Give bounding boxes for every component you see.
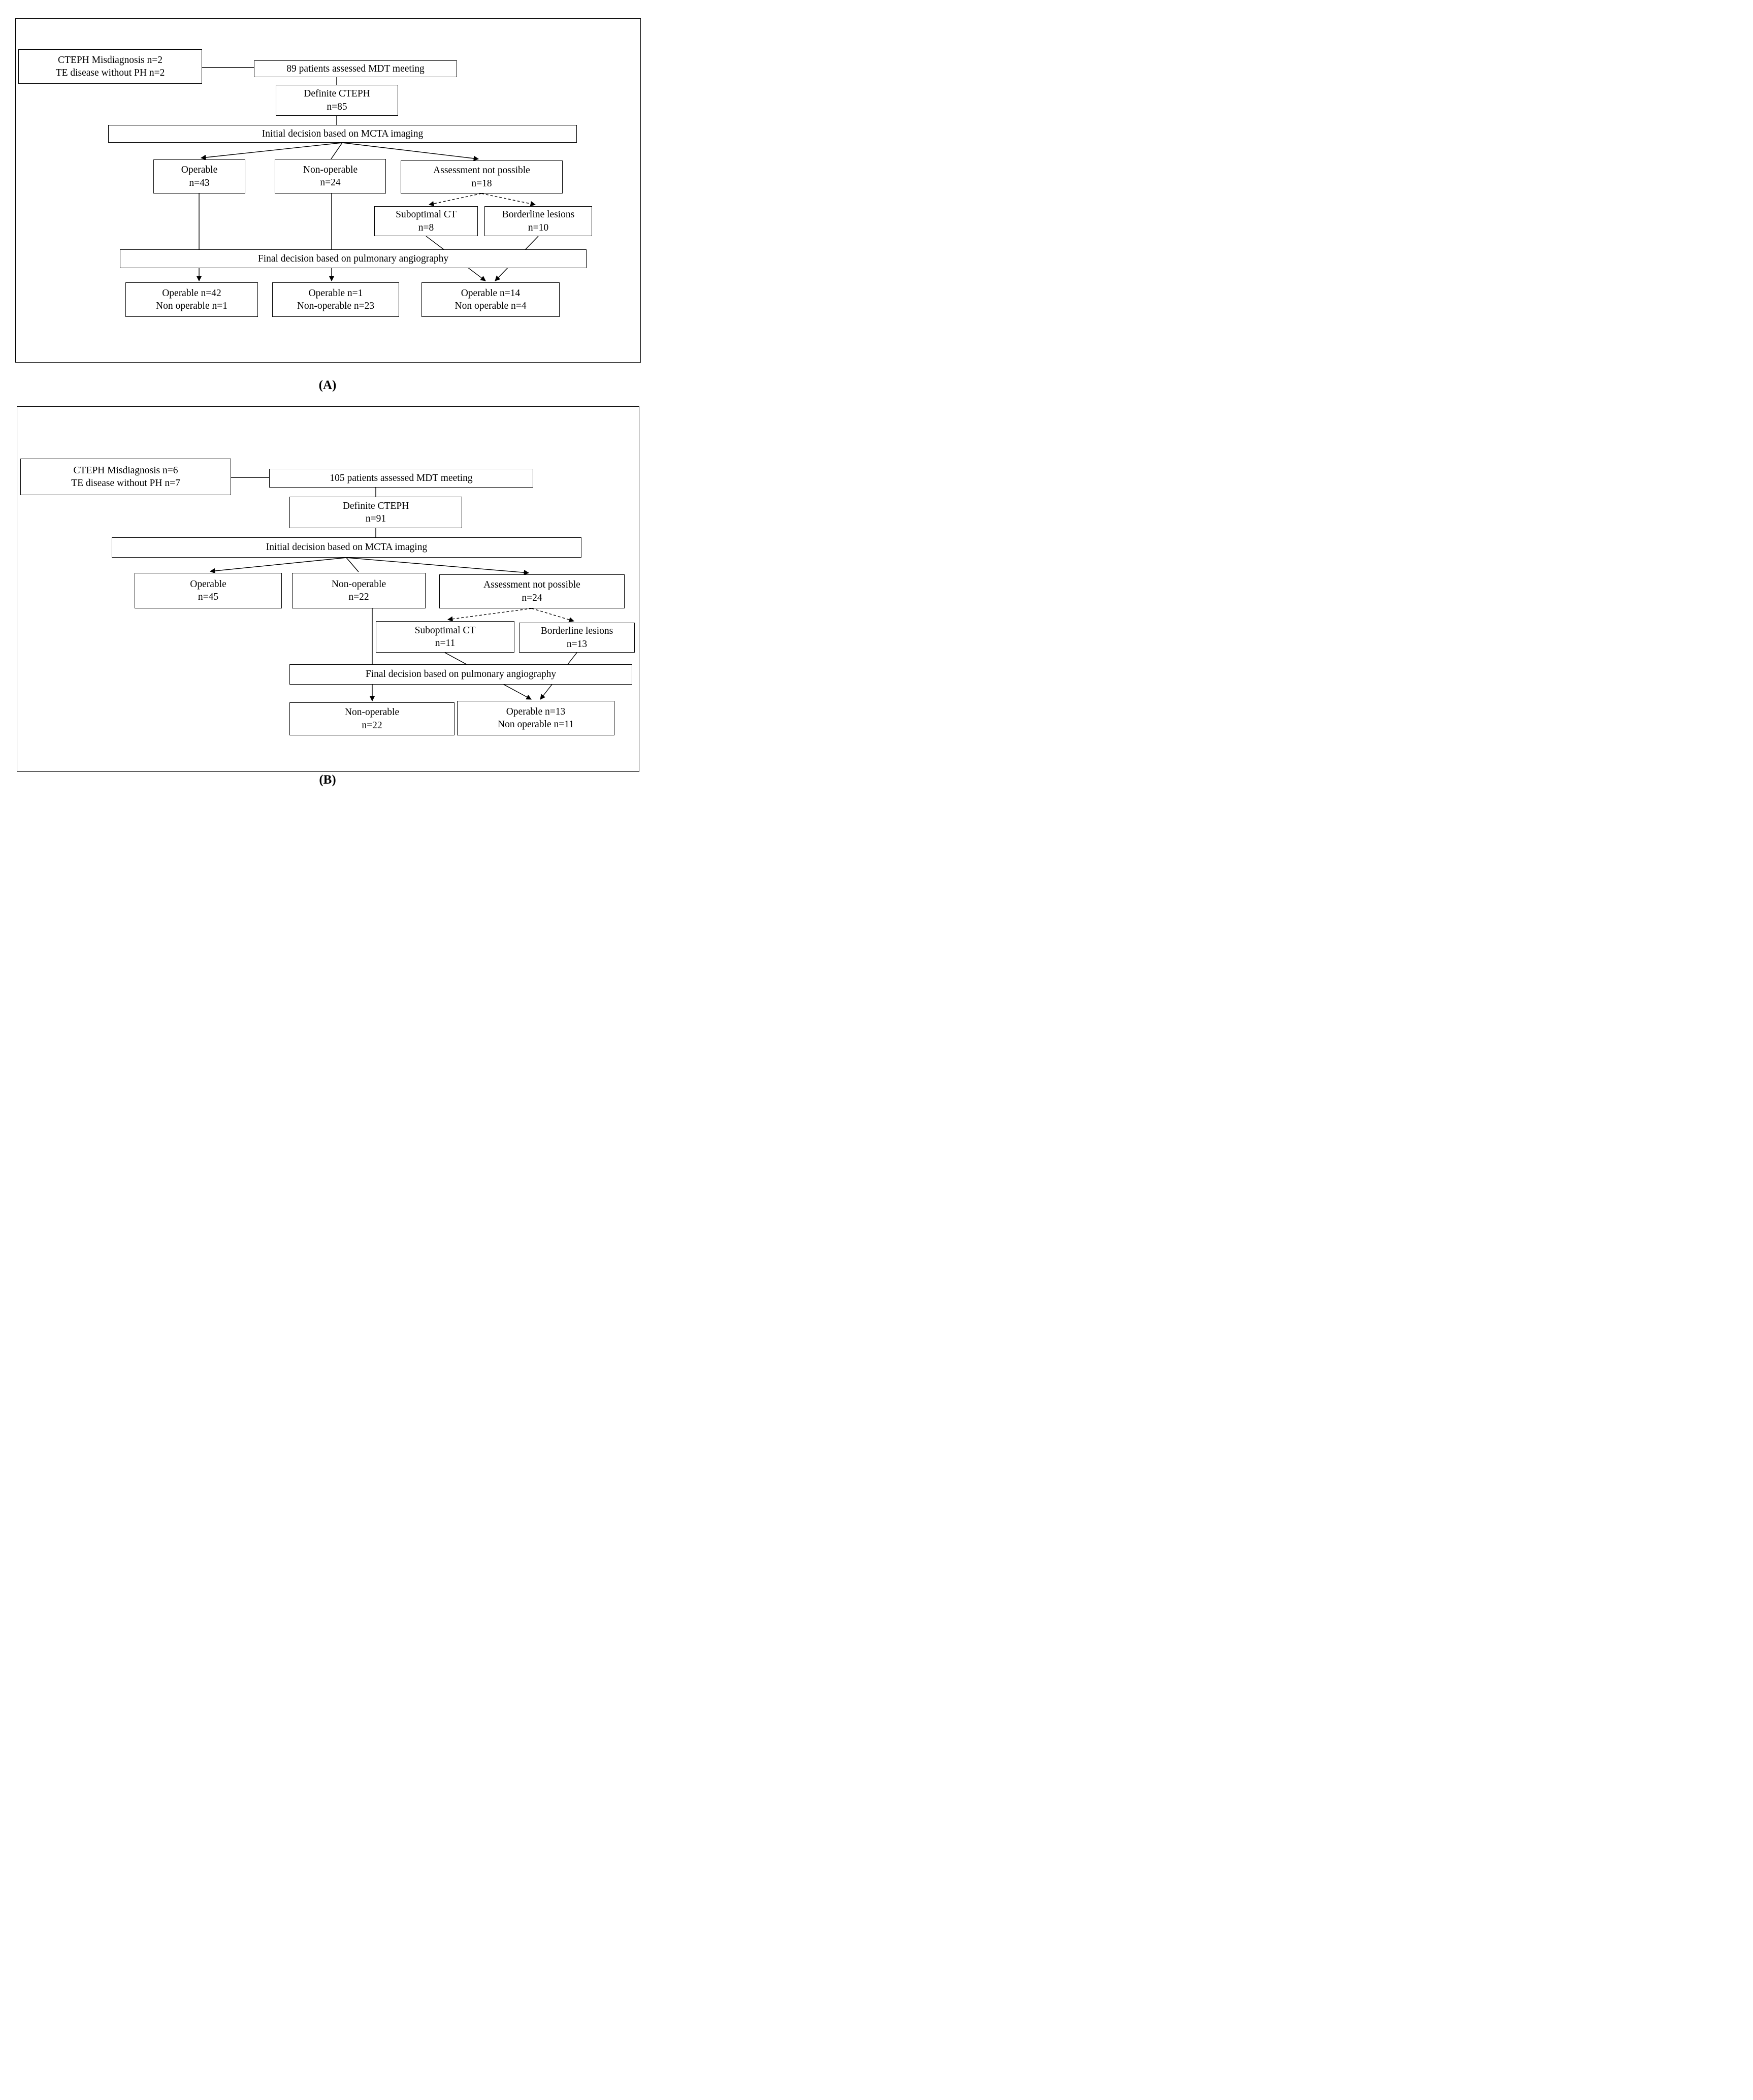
operable-line1: Operable (181, 165, 218, 176)
borderline-lesions-line2: n=10 (528, 222, 549, 233)
definite-line2: n=91 (365, 513, 386, 524)
assessed-box-a (254, 60, 457, 77)
suboptimal-ct-line1: Suboptimal CT (396, 209, 457, 220)
outcome-assessment-line2: Non operable n=11 (498, 719, 574, 730)
final-decision-box-b (289, 664, 632, 685)
suboptimal-ct-box-b (376, 621, 514, 653)
outcome-assessment-line1: Operable n=14 (461, 287, 521, 299)
exclusion-box-a (18, 49, 202, 84)
non-operable-line2: n=24 (320, 177, 341, 188)
operable-line1: Operable (190, 578, 226, 590)
outcome-non-operable-line2: n=22 (362, 720, 382, 731)
panel-a-label: (A) (318, 378, 337, 392)
assessment-not-possible-box-a (401, 160, 563, 193)
borderline-lesions-box-b (519, 623, 635, 653)
operable-line2: n=45 (198, 592, 219, 602)
outcome-operable-line1: Operable n=42 (162, 287, 221, 299)
outcome-assessment-line1: Operable n=13 (506, 706, 566, 717)
figure-page (0, 0, 655, 790)
outcome-assessment-box-a (421, 282, 560, 317)
final-decision-text: Final decision based on pulmonary angiography (365, 669, 557, 680)
outcome-non-operable-line1: Operable n=1 (308, 287, 363, 299)
borderline-lesions-line2: n=13 (566, 638, 588, 650)
initial-decision-box-b (112, 537, 581, 558)
borderline-lesions-box-a (484, 206, 592, 236)
operable-branch-box-a (153, 159, 245, 193)
exclusion-box-b (20, 459, 231, 495)
assessed-text: 105 patients assessed MDT meeting (330, 472, 473, 483)
assessment-not-possible-box-b (439, 574, 625, 608)
initial-decision-text: Initial decision based on MCTA imaging (262, 128, 424, 139)
outcome-non-operable-line2: Non-operable n=23 (297, 301, 375, 311)
exclusion-line1: CTEPH Misdiagnosis n=6 (73, 465, 178, 476)
non-operable-line2: n=22 (348, 592, 369, 602)
definite-line2: n=85 (327, 101, 347, 112)
non-operable-line1: Non-operable (303, 164, 358, 175)
assessed-text: 89 patients assessed MDT meeting (286, 63, 425, 74)
operable-branch-box-b (135, 573, 282, 608)
assessment-not-possible-line1: Assessment not possible (483, 579, 580, 591)
outcome-non-operable-box-a (272, 282, 399, 317)
outcome-operable-box-a (125, 282, 258, 317)
initial-decision-box-a (108, 125, 577, 143)
initial-decision-text: Initial decision based on MCTA imaging (266, 542, 428, 553)
suboptimal-ct-line2: n=11 (435, 638, 456, 649)
outcome-non-operable-line1: Non-operable (344, 707, 400, 718)
borderline-lesions-line1: Borderline lesions (502, 209, 575, 220)
non-operable-branch-box-a (275, 159, 386, 193)
assessment-not-possible-line1: Assessment not possible (433, 165, 530, 176)
assessed-box-b (269, 469, 533, 488)
non-operable-line1: Non-operable (331, 578, 386, 590)
panel-b-label: (B) (319, 773, 336, 787)
exclusion-line1: CTEPH Misdiagnosis n=2 (57, 54, 163, 66)
outcome-operable-line2: Non operable n=1 (156, 301, 228, 311)
borderline-lesions-line1: Borderline lesions (540, 626, 613, 637)
exclusion-line2: TE disease without PH n=7 (71, 478, 180, 489)
suboptimal-ct-box-a (374, 206, 478, 236)
final-decision-box-a (120, 249, 587, 268)
outcome-assessment-line2: Non operable n=4 (455, 301, 527, 311)
definite-cteph-box-a (276, 85, 398, 116)
suboptimal-ct-line1: Suboptimal CT (414, 625, 476, 636)
exclusion-line2: TE disease without PH n=2 (55, 68, 165, 78)
definite-line1: Definite CTEPH (342, 500, 409, 511)
assessment-not-possible-line2: n=24 (522, 592, 542, 603)
outcome-non-operable-box-b (289, 702, 455, 735)
suboptimal-ct-line2: n=8 (418, 222, 434, 233)
operable-line2: n=43 (189, 177, 210, 188)
assessment-not-possible-line2: n=18 (471, 178, 492, 189)
final-decision-text: Final decision based on pulmonary angiography (257, 253, 449, 264)
definite-line1: Definite CTEPH (304, 88, 370, 100)
non-operable-branch-box-b (292, 573, 426, 608)
outcome-assessment-box-b (457, 701, 614, 735)
definite-cteph-box-b (289, 497, 462, 528)
